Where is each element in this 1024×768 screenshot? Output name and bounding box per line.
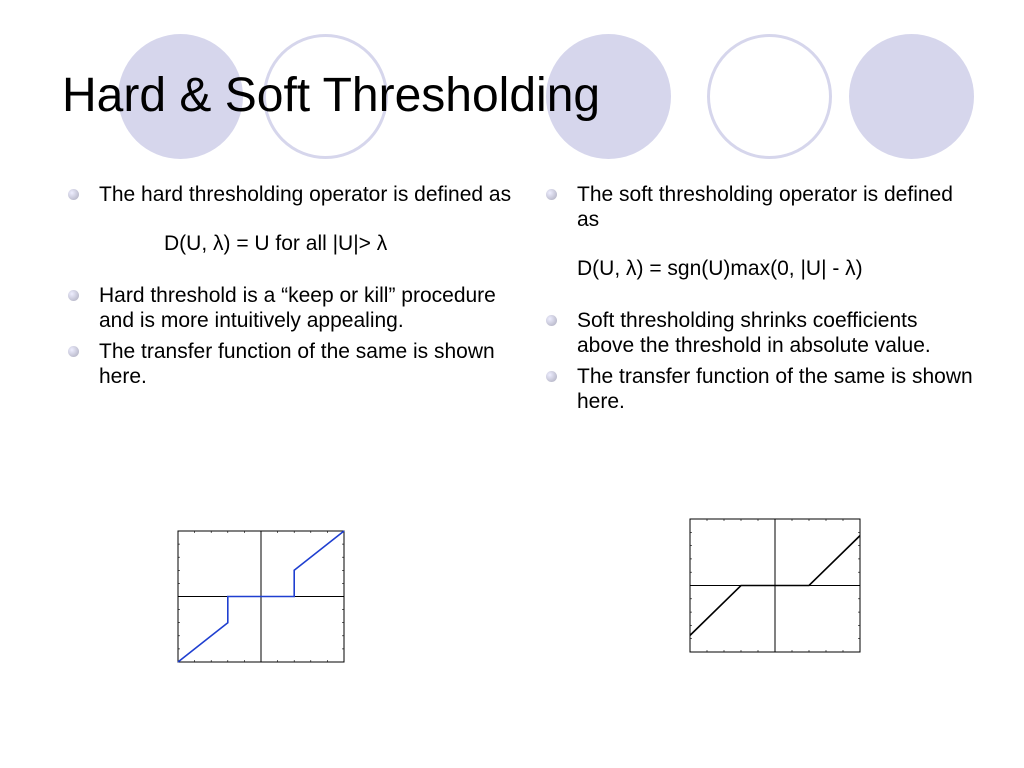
bullet-icon bbox=[68, 189, 79, 200]
bullet-text: Soft thresholding shrinks coefficients above the threshold in absolute value. bbox=[577, 309, 931, 357]
bullet-item bbox=[62, 182, 522, 207]
hard-formula: D(U, λ) = U for all |U|> λ bbox=[164, 232, 388, 255]
bullet-item bbox=[540, 182, 980, 232]
hard-threshold-plot bbox=[170, 527, 350, 669]
bullet-icon bbox=[546, 315, 557, 326]
bullet-text: The hard thresholding operator is defined as bbox=[99, 183, 512, 206]
left-column bbox=[62, 182, 522, 389]
bullet-icon bbox=[68, 346, 79, 357]
right-column bbox=[540, 182, 980, 414]
bullet-icon bbox=[546, 189, 557, 200]
bullet-item bbox=[540, 364, 980, 414]
slide-title: Hard & Soft Thresholding bbox=[62, 69, 601, 122]
bullet-text: The soft thresholding operator is defined as bbox=[577, 183, 953, 231]
bullet-icon bbox=[68, 290, 79, 301]
bullet-item bbox=[62, 283, 522, 333]
soft-threshold-plot bbox=[684, 515, 866, 657]
decor-circle-filled bbox=[849, 34, 974, 159]
bullet-text: The transfer function of the same is shown here. bbox=[577, 365, 973, 413]
bullet-item bbox=[540, 308, 980, 358]
bullet-icon bbox=[546, 371, 557, 382]
bullet-text: The transfer function of the same is shown here. bbox=[99, 340, 495, 388]
bullet-text: Hard threshold is a “keep or kill” procedure and is more intuitively appealing. bbox=[99, 284, 496, 332]
soft-formula: D(U, λ) = sgn(U)max(0, |U| - λ) bbox=[577, 257, 863, 280]
bullet-item bbox=[62, 339, 522, 389]
decor-circle-ring bbox=[707, 34, 832, 159]
